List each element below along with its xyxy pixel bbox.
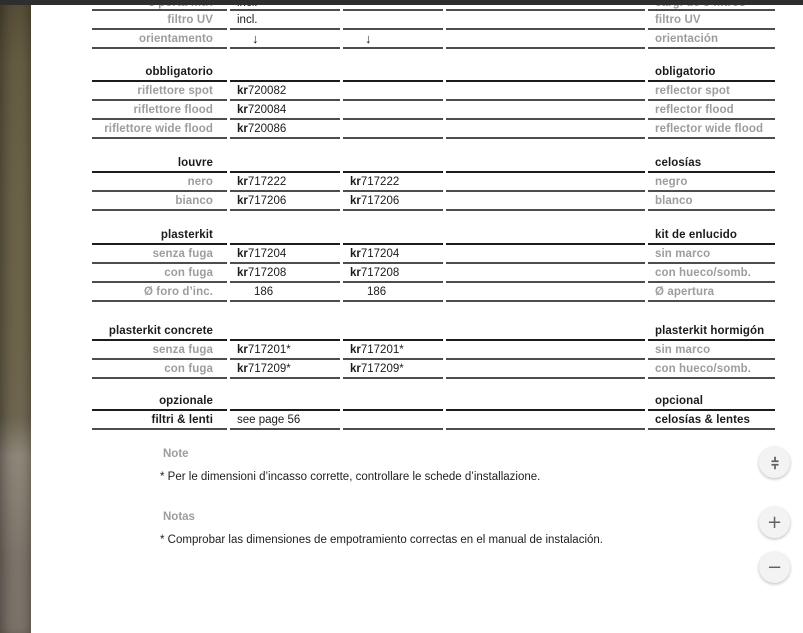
row-spacer — [343, 393, 443, 411]
row-value-2 — [343, 82, 443, 101]
row-label-es: Ø apertura — [648, 283, 775, 302]
row-spacer — [230, 64, 340, 82]
zoom-in-button[interactable] — [759, 507, 790, 538]
row-value-2 — [343, 411, 443, 430]
row-label-it: filtri & lenti — [92, 411, 227, 430]
table-row — [92, 264, 775, 283]
row-spacer — [446, 323, 645, 341]
row-spacer — [446, 360, 645, 379]
row-value-1: see page 56 — [230, 411, 340, 430]
product-code: kr 717206 — [343, 192, 443, 211]
section-louvre — [92, 155, 775, 211]
table-row — [92, 120, 775, 139]
product-code: kr 717204 — [343, 245, 443, 264]
zoom-out-button[interactable] — [759, 552, 790, 583]
section-title-it: obbligatorio — [92, 64, 227, 82]
product-code: kr 720086 — [230, 120, 340, 139]
row-label-es: celosías & lentes — [648, 411, 775, 430]
top-edge-bar — [0, 0, 803, 5]
section-title-es: opcional — [648, 393, 775, 411]
row-label-it: filtro UV — [92, 11, 227, 30]
row-spacer — [343, 64, 443, 82]
section-header-row — [92, 64, 775, 82]
row-spacer — [230, 155, 340, 173]
row-spacer — [230, 227, 340, 245]
row-spacer — [446, 283, 645, 302]
row-label-it: con fuga — [92, 360, 227, 379]
product-code: kr 720084 — [230, 101, 340, 120]
row-label-es: negro — [648, 173, 775, 192]
row-spacer — [446, 101, 645, 120]
row-spacer — [446, 245, 645, 264]
row-value-1: incl. — [230, 11, 340, 30]
row-label-es: blanco — [648, 192, 775, 211]
row-spacer — [446, 30, 645, 49]
spec-table — [92, 0, 775, 430]
product-code: kr 717222 — [230, 173, 340, 192]
row-label-es: reflector flood — [648, 101, 775, 120]
product-code: kr 717201* — [230, 341, 340, 360]
row-spacer — [446, 64, 645, 82]
row-label-es: con hueco/somb. — [648, 360, 775, 379]
section-obbligatorio — [92, 64, 775, 139]
row-spacer — [446, 341, 645, 360]
diameter-value: 186 — [343, 283, 443, 302]
section-header-row — [92, 155, 775, 173]
table-row — [92, 283, 775, 302]
row-spacer — [446, 227, 645, 245]
row-value-2 — [343, 101, 443, 120]
row-label-es: orientación — [648, 30, 775, 49]
catalog-photo-edge — [0, 0, 31, 633]
fit-screen-icon — [767, 455, 783, 471]
section-plasterkit-concrete — [92, 323, 775, 379]
row-label-it: riflettore flood — [92, 101, 227, 120]
section-header-row — [92, 227, 775, 245]
product-code: kr 717209* — [343, 360, 443, 379]
row-spacer — [446, 173, 645, 192]
row-label-es: sin marco — [648, 341, 775, 360]
table-row — [92, 411, 775, 430]
section-filters — [92, 0, 775, 49]
row-spacer — [446, 120, 645, 139]
section-opzionale — [92, 393, 775, 430]
note-body-it: * Per le dimensioni d’incasso corrette, controllare le schede d’installazione. — [160, 471, 541, 483]
row-label-es: reflector wide flood — [648, 120, 775, 139]
row-label-it: senza fuga — [92, 341, 227, 360]
section-title-it: louvre — [92, 155, 227, 173]
section-title-es: obligatorio — [648, 64, 775, 82]
table-row — [92, 82, 775, 101]
table-row — [92, 101, 775, 120]
row-spacer — [230, 323, 340, 341]
section-title-it: plasterkit — [92, 227, 227, 245]
product-code: kr 720082 — [230, 82, 340, 101]
table-row — [92, 360, 775, 379]
row-spacer — [446, 264, 645, 283]
row-label-es: sin marco — [648, 245, 775, 264]
table-row — [92, 245, 775, 264]
plus-icon: + — [766, 511, 783, 533]
note-title-it: Note — [163, 448, 189, 460]
section-title-it: plasterkit concrete — [92, 323, 227, 341]
product-code: kr 717206 — [230, 192, 340, 211]
row-label-it: Ø foro d’inc. — [92, 283, 227, 302]
row-spacer — [446, 82, 645, 101]
row-spacer — [446, 155, 645, 173]
note-title-es: Notas — [163, 511, 195, 523]
row-label-it: riflettore wide flood — [92, 120, 227, 139]
section-title-it: opzionale — [92, 393, 227, 411]
row-label-es: reflector spot — [648, 82, 775, 101]
note-body-es: * Comprobar las dimensiones de empotramiento correctas en el manual de instalación. — [160, 534, 603, 546]
product-code: kr 717201* — [343, 341, 443, 360]
down-arrow-icon: ↓ — [343, 30, 443, 49]
section-title-es: celosías — [648, 155, 775, 173]
row-value-2 — [343, 11, 443, 30]
row-spacer — [343, 227, 443, 245]
down-arrow-icon: ↓ — [230, 30, 340, 49]
table-row — [92, 192, 775, 211]
row-spacer — [446, 11, 645, 30]
section-title-es: kit de enlucido — [648, 227, 775, 245]
row-spacer — [446, 393, 645, 411]
product-code: kr 717222 — [343, 173, 443, 192]
row-label-it: riflettore spot — [92, 82, 227, 101]
product-code: kr 717209* — [230, 360, 340, 379]
row-value-2 — [343, 120, 443, 139]
row-label-it: bianco — [92, 192, 227, 211]
section-plasterkit — [92, 227, 775, 302]
row-spacer — [446, 192, 645, 211]
minus-icon: − — [766, 556, 783, 578]
table-row — [92, 30, 775, 49]
fit-to-page-button[interactable] — [759, 447, 790, 478]
row-label-it: senza fuga — [92, 245, 227, 264]
row-spacer — [343, 155, 443, 173]
row-label-it: con fuga — [92, 264, 227, 283]
row-spacer — [343, 323, 443, 341]
section-title-es: plasterkit hormigón — [648, 323, 775, 341]
row-label-es: con hueco/somb. — [648, 264, 775, 283]
row-label-es: filtro UV — [648, 11, 775, 30]
table-row — [92, 341, 775, 360]
diameter-value: 186 — [230, 283, 340, 302]
product-code: kr 717208 — [230, 264, 340, 283]
row-label-it: nero — [92, 173, 227, 192]
table-row — [92, 173, 775, 192]
product-code: kr 717204 — [230, 245, 340, 264]
product-code: kr 717208 — [343, 264, 443, 283]
section-header-row — [92, 393, 775, 411]
row-label-it: orientamento — [92, 30, 227, 49]
table-row — [92, 11, 775, 30]
section-header-row — [92, 323, 775, 341]
row-spacer — [446, 411, 645, 430]
row-spacer — [230, 393, 340, 411]
